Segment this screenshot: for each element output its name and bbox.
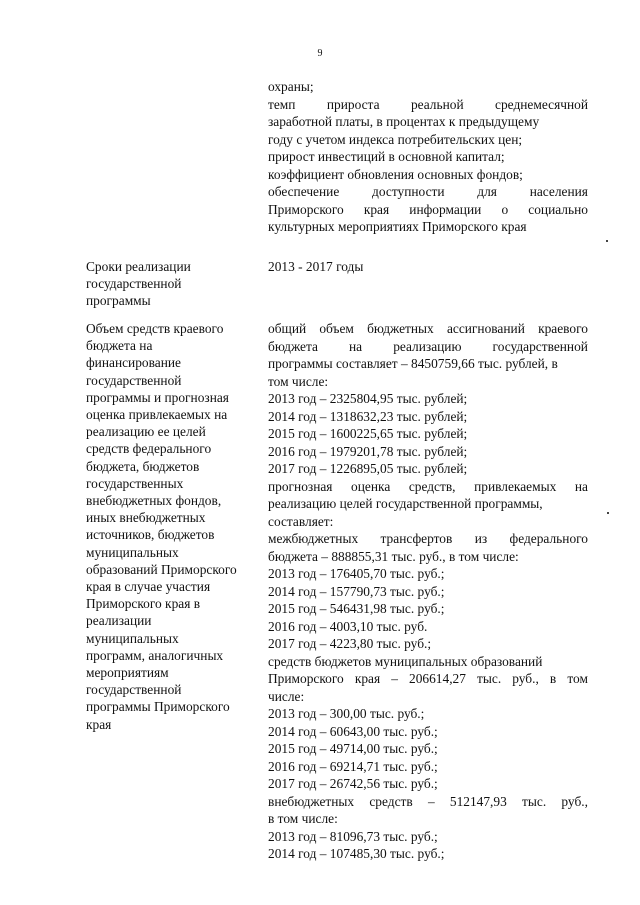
label-line: края — [86, 716, 112, 732]
value-line: 2013 год – 300,00 тыс. руб.; — [268, 706, 425, 721]
label-line: муниципальных — [86, 544, 179, 560]
label-line: образований Приморского — [86, 561, 237, 577]
term-label — [86, 258, 256, 310]
label-line: государственной — [86, 372, 182, 388]
label-line: государственной — [86, 682, 182, 698]
text-line: Приморского края информации о социально — [268, 201, 588, 217]
value-line: 2016 год – 4003,10 тыс. руб. — [268, 618, 428, 634]
label-line: средств федерального — [86, 441, 212, 457]
value-line: 2014 год – 107485,30 тыс. руб.; — [268, 846, 445, 861]
label-line: финансирование — [86, 355, 181, 371]
label-line: государственных — [86, 475, 184, 491]
label-line: реализации — [86, 613, 152, 629]
value-line: программы составляет – 8450759,66 тыс. рублей, в — [268, 356, 558, 371]
value-line: в том числе: — [268, 811, 338, 826]
funding-label — [86, 320, 256, 733]
text-line: культурных мероприятиях Приморского края — [268, 219, 527, 234]
value-line: реализацию целей государственной программы, — [268, 496, 543, 511]
label-line: программы — [86, 293, 151, 309]
label-line: внебюджетных фондов, — [86, 493, 222, 509]
label-line: Объем средств краевого — [86, 321, 224, 336]
indicators-continuation — [268, 78, 588, 236]
value-line: 2013 год – 2325804,95 тыс. рублей; — [268, 391, 468, 406]
value-line: 2013 год – 176405,70 тыс. руб.; — [268, 566, 445, 581]
value-line: составляет: — [268, 513, 334, 529]
value-line: числе: — [268, 688, 305, 704]
value-line: 2017 год – 1226895,05 тыс. рублей; — [268, 461, 468, 476]
text-line: темп прироста реальной среднемесячной — [268, 96, 588, 112]
text-line: охраны; — [268, 79, 314, 94]
value-line: 2016 год – 69214,71 тыс. руб.; — [268, 758, 438, 774]
term-value-text: 2013 - 2017 годы — [268, 259, 364, 274]
value-line: 2017 год – 4223,80 тыс. руб.; — [268, 636, 432, 651]
value-line: 2014 год – 60643,00 тыс. руб.; — [268, 723, 438, 739]
value-line: средств бюджетов муниципальных образований — [268, 653, 543, 669]
scan-mark — [606, 240, 608, 242]
label-line: бюджета на — [86, 338, 153, 354]
text-line: заработной платы, в процентах к предыдущему — [268, 114, 540, 129]
text-line: году с учетом индекса потребительских цен; — [268, 131, 523, 147]
label-line: Сроки реализации — [86, 259, 191, 274]
label-line: бюджета, бюджетов — [86, 458, 200, 474]
value-line: 2014 год – 157790,73 тыс. руб.; — [268, 583, 445, 599]
value-line: общий объем бюджетных ассигнований краевого — [268, 321, 588, 336]
value-line: том числе: — [268, 373, 329, 389]
label-line: источников, бюджетов — [86, 527, 215, 543]
value-line: бюджета – 888855,31 тыс. руб., в том числе: — [268, 548, 519, 564]
value-line: 2016 год – 1979201,78 тыс. рублей; — [268, 443, 468, 459]
value-line: 2017 год – 26742,56 тыс. руб.; — [268, 776, 438, 791]
label-line: оценка привлекаемых на — [86, 407, 228, 423]
scan-mark — [607, 512, 609, 514]
funding-value — [268, 320, 588, 863]
text-line: прирост инвестиций в основной капитал; — [268, 149, 505, 164]
label-line: Приморского края в — [86, 596, 201, 612]
label-line: иных внебюджетных — [86, 510, 206, 526]
term-value — [268, 258, 588, 276]
value-line: бюджета на реализацию государственной — [268, 338, 588, 354]
label-line: муниципальных — [86, 630, 179, 646]
value-line: 2013 год – 81096,73 тыс. руб.; — [268, 828, 438, 844]
value-line: Приморского края – 206614,27 тыс. руб., в том — [268, 671, 588, 686]
label-line: программы и прогнозная — [86, 389, 229, 405]
value-line: 2015 год – 546431,98 тыс. руб.; — [268, 601, 445, 616]
label-line: края в случае участия — [86, 579, 211, 595]
value-line: 2015 год – 1600225,65 тыс. рублей; — [268, 426, 468, 441]
value-line: внебюджетных средств – 512147,93 тыс. руб., — [268, 793, 588, 809]
text-line: коэффициент обновления основных фондов; — [268, 166, 523, 182]
label-line: государственной — [86, 276, 182, 292]
value-line: прогнозная оценка средств, привлекаемых на — [268, 478, 588, 494]
label-line: мероприятиям — [86, 665, 169, 681]
text-line: обеспечение доступности для населения — [268, 184, 588, 199]
value-line: межбюджетных трансфертов из федерального — [268, 531, 588, 546]
label-line: реализацию ее целей — [86, 424, 206, 440]
value-line: 2015 год – 49714,00 тыс. руб.; — [268, 741, 438, 756]
label-line: программы Приморского — [86, 699, 230, 715]
label-line: программ, аналогичных — [86, 647, 224, 663]
page-number: 9 — [317, 48, 323, 59]
value-line: 2014 год – 1318632,23 тыс. рублей; — [268, 408, 468, 424]
